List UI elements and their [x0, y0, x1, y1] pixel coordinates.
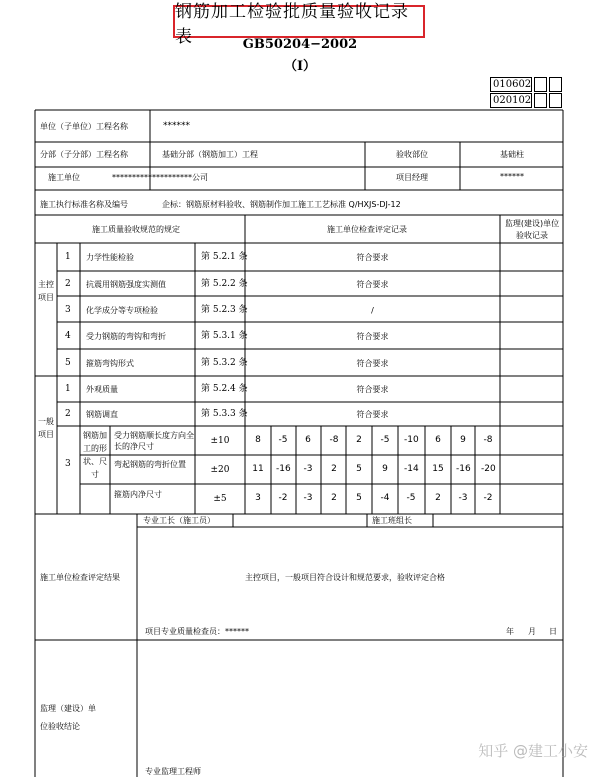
dimension-value: 6 — [305, 435, 311, 445]
dimension-value: -3 — [458, 493, 468, 503]
dimension-value: -16 — [456, 464, 471, 474]
acceptance-part-label: 验收部位 — [396, 150, 428, 159]
dimension-value: -5 — [380, 435, 390, 445]
dimension-value: -14 — [404, 464, 419, 474]
item-clause: 第 5.3.2 条 — [201, 358, 248, 368]
item-clause: 第 5.2.4 条 — [201, 384, 248, 394]
foreman-label: 专业工长（施工员） — [143, 516, 215, 525]
item-name: 化学成分等专项检验 — [86, 306, 158, 315]
manager-value: ****** — [500, 172, 524, 181]
contractor-label: 施工单位 — [48, 173, 80, 182]
standard-label: 施工执行标准名称及编号 — [40, 200, 128, 209]
dimension-value: -16 — [276, 464, 291, 474]
dimension-value: -10 — [404, 435, 419, 445]
dimension-value: 2 — [331, 493, 337, 503]
dimension-value: -20 — [481, 464, 496, 474]
dimension-value: -3 — [303, 493, 313, 503]
item-result: 符合要求 — [356, 253, 389, 262]
dimension-row-name: 弯起钢筋的弯折位置 — [114, 460, 186, 469]
dimension-value: 2 — [435, 493, 441, 503]
volume-label: （Ⅰ） — [283, 59, 317, 74]
dimension-value: 6 — [435, 435, 441, 445]
evaluation-label: 施工单位检查评定结果 — [40, 573, 120, 582]
unit-name-value: ****** — [163, 121, 190, 131]
record-column-header: 施工单位检查评定记录 — [327, 225, 407, 234]
unit-name-label: 单位（子单位）工程名称 — [40, 122, 128, 131]
item-clause: 第 5.3.1 条 — [201, 331, 248, 341]
item-no: 1 — [65, 252, 71, 262]
item-no: 4 — [65, 331, 71, 341]
code-box-2: 020102 — [490, 93, 532, 108]
manager-label: 项目经理 — [396, 173, 428, 182]
dimension-value: -5 — [406, 493, 416, 503]
dimension-row-name: 箍筋内净尺寸 — [114, 490, 162, 499]
dimension-row-tolerance: ±5 — [213, 494, 227, 504]
date-year: 年 — [506, 627, 514, 636]
item-name: 外观质量 — [86, 385, 118, 394]
item-name: 受力钢筋的弯钩和弯折 — [86, 332, 166, 341]
dimension-value: -4 — [380, 493, 390, 503]
item-no: 1 — [65, 384, 71, 394]
main-items-label: 主控项目 — [38, 280, 54, 302]
supervisor-column-header: 监理(建设)单位验收记录 — [504, 219, 560, 240]
dimension-value: 11 — [252, 464, 264, 474]
evaluation-text: 主控项目，一般项目符合设计和规范要求，验收评定合格 — [245, 573, 445, 582]
item-result: 符合要求 — [356, 332, 389, 341]
dimension-value: 15 — [432, 464, 444, 474]
dimension-value: -8 — [483, 435, 493, 445]
dimension-value: 3 — [255, 493, 261, 503]
item-no: 2 — [65, 409, 71, 419]
date-month: 月 — [528, 627, 536, 636]
item-result: 符合要求 — [356, 410, 389, 419]
item-name: 箍筋弯钩形式 — [86, 359, 134, 368]
watermark — [478, 740, 588, 761]
general-items-label: 一般项目 — [38, 417, 54, 439]
acceptance-part-value: 基础柱 — [500, 150, 524, 159]
item-no: 5 — [65, 358, 71, 368]
dimension-value: -3 — [303, 464, 313, 474]
item-name: 力学性能检验 — [86, 253, 134, 262]
dimension-value: 2 — [331, 464, 337, 474]
contractor-value: ********************公司 — [112, 173, 208, 182]
code-box-1: 010602 — [490, 77, 532, 92]
dimension-row-tolerance: ±10 — [210, 436, 230, 446]
dimension-row-tolerance: ±20 — [210, 465, 230, 475]
dimension-value: 8 — [255, 435, 261, 445]
item-result: 符合要求 — [356, 359, 389, 368]
dimension-value: -2 — [278, 493, 288, 503]
dimension-value: -5 — [278, 435, 288, 445]
item-no: 3 — [65, 305, 71, 315]
dimension-value: 9 — [460, 435, 466, 445]
item-clause: 第 5.2.1 条 — [201, 252, 248, 262]
item-no: 2 — [65, 279, 71, 289]
item-clause: 第 5.2.3 条 — [201, 305, 248, 315]
item-name: 抗震用钢筋强度实测值 — [86, 280, 166, 289]
watermark-text: 知乎 @建工小安 — [478, 742, 588, 760]
dimension-value: 5 — [356, 464, 362, 474]
item-name: 钢筋调直 — [86, 410, 118, 419]
item-result: 符合要求 — [356, 385, 389, 394]
standard-code: GB50204−2002 — [242, 37, 358, 52]
item-result: 符合要求 — [356, 280, 389, 289]
dimension-value: 5 — [356, 493, 362, 503]
supervising-engineer-label: 专业监理工程师 — [145, 767, 201, 776]
date-day: 日 — [549, 627, 557, 636]
supervisor-conclusion-label: 监理（建设）单位验收结论 — [40, 704, 96, 731]
spec-column-header: 施工质量验收规范的规定 — [92, 225, 180, 234]
division-name-label: 分部（子分部）工程名称 — [40, 150, 128, 159]
dimension-value: 9 — [382, 464, 388, 474]
inspector-label: 项目专业质量检查员：****** — [145, 627, 249, 636]
standard-value: 企标：钢筋原材料验收、钢筋制作加工施工工艺标准 Q/HXJS-DJ-12 — [162, 200, 401, 209]
dimension-item-label: 钢筋加工的形状、尺寸 — [83, 431, 107, 479]
dimension-value: -8 — [329, 435, 339, 445]
division-name-value: 基础分部（钢筋加工）工程 — [162, 150, 258, 159]
form-title: 钢筋加工检验批质量验收记录表 — [173, 5, 425, 38]
item-clause: 第 5.2.2 条 — [201, 279, 248, 289]
team-leader-label: 施工班组长 — [372, 516, 412, 525]
item-result: / — [371, 306, 374, 315]
item-no: 3 — [65, 459, 71, 469]
item-clause: 第 5.3.3 条 — [201, 409, 248, 419]
dimension-value: -2 — [483, 493, 493, 503]
dimension-row-name: 受力钢筋顺长度方向全长的净尺寸 — [114, 431, 194, 451]
dimension-value: 2 — [356, 435, 362, 445]
